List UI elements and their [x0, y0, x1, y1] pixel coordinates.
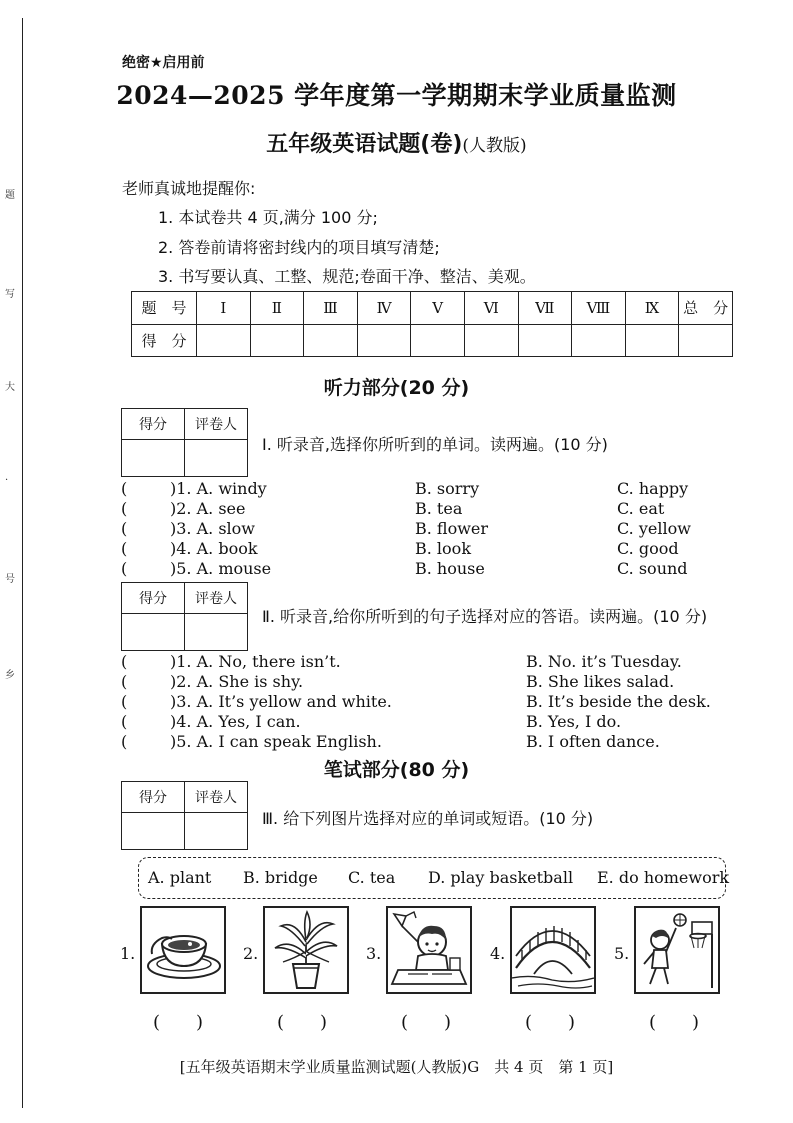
grader-score-label: 得分 — [122, 782, 185, 813]
seal-mark: 大 — [5, 382, 15, 393]
notice-item: 1. 本试卷共 4 页,满分 100 分; — [158, 208, 378, 227]
grader-name-label: 评卷人 — [185, 583, 248, 614]
question-option-b: B. It’s beside the desk. — [526, 692, 711, 711]
part1-title: Ⅰ. 听录音,选择你所听到的单词。读两遍。(10 分) — [262, 435, 608, 454]
seal-mark: 题 — [5, 190, 15, 201]
score-table — [131, 291, 733, 357]
question-option-a: )4. A. book — [170, 539, 258, 558]
question-option-a: )5. A. I can speak English. — [170, 732, 382, 751]
grader-score-cell[interactable] — [122, 813, 185, 850]
question-option-a: )2. A. She is shy. — [170, 672, 304, 691]
word-option: E. do homework — [597, 868, 730, 887]
picture-answer-paren[interactable]: ( ) — [649, 1012, 700, 1033]
question-option-a: )3. A. It’s yellow and white. — [170, 692, 392, 711]
grader-name-cell[interactable] — [185, 614, 248, 651]
grader-box — [121, 781, 248, 850]
writing-section-title: 笔试部分(80 分) — [323, 759, 470, 781]
answer-paren[interactable]: ( — [121, 712, 128, 731]
question-option-c: C. good — [617, 539, 679, 558]
notice-heading: 老师真诚地提醒你: — [122, 179, 256, 198]
score-table-column: Ⅸ — [625, 292, 679, 325]
question-option-b: B. She likes salad. — [526, 672, 675, 691]
answer-paren[interactable]: ( — [121, 559, 128, 578]
grader-name-cell[interactable] — [185, 440, 248, 477]
answer-paren[interactable]: ( — [121, 732, 128, 751]
part2-title: Ⅱ. 听录音,给你所听到的句子选择对应的答语。读两遍。(10 分) — [262, 607, 708, 626]
picture-frame — [263, 906, 349, 994]
seal-mark: 号 — [5, 574, 15, 585]
question-option-c: C. yellow — [617, 519, 691, 538]
word-option: C. tea — [348, 868, 396, 887]
score-table-column: Ⅵ — [464, 292, 518, 325]
grader-name-cell[interactable] — [185, 813, 248, 850]
grader-score-label: 得分 — [122, 583, 185, 614]
question-option-b: B. I often dance. — [526, 732, 660, 751]
grader-score-label: 得分 — [122, 409, 185, 440]
score-cell[interactable] — [679, 324, 733, 357]
word-option: D. play basketball — [428, 868, 574, 887]
picture-answer-paren[interactable]: ( ) — [153, 1012, 204, 1033]
question-option-b: B. No. it’s Tuesday. — [526, 652, 682, 671]
question-option-b: B. tea — [415, 499, 463, 518]
picture-number: 1. — [120, 944, 136, 963]
answer-paren[interactable]: ( — [121, 672, 128, 691]
grader-name-label: 评卷人 — [185, 409, 248, 440]
score-cell[interactable] — [250, 324, 304, 357]
score-cell[interactable] — [197, 324, 251, 357]
seal-mark: · — [5, 475, 9, 486]
score-cell[interactable] — [357, 324, 411, 357]
question-option-a: )2. A. see — [170, 499, 246, 518]
score-cell[interactable] — [411, 324, 465, 357]
grader-score-cell[interactable] — [122, 440, 185, 477]
picture-frame — [634, 906, 720, 994]
picture-answer-paren[interactable]: ( ) — [401, 1012, 452, 1033]
grader-score-cell[interactable] — [122, 614, 185, 651]
picture-answer-paren[interactable]: ( ) — [525, 1012, 576, 1033]
question-option-a: )4. A. Yes, I can. — [170, 712, 301, 731]
word-option: B. bridge — [243, 868, 318, 887]
seal-mark: 写 — [5, 289, 15, 300]
score-cell[interactable] — [572, 324, 626, 357]
question-option-c: C. sound — [617, 559, 688, 578]
score-table-header-label: 题 号 — [132, 292, 197, 325]
answer-paren[interactable]: ( — [121, 479, 128, 498]
subtitle-edition: (人教版) — [462, 136, 527, 156]
question-option-b: B. look — [415, 539, 472, 558]
exam-title: 2024—2025 学年度第一学期期末学业质量监测 — [116, 81, 677, 110]
grader-name-label: 评卷人 — [185, 782, 248, 813]
answer-paren[interactable]: ( — [121, 519, 128, 538]
bridge-icon — [512, 908, 594, 992]
question-option-a: )5. A. mouse — [170, 559, 272, 578]
answer-paren[interactable]: ( — [121, 652, 128, 671]
score-table-column: Ⅷ — [572, 292, 626, 325]
score-cell[interactable] — [304, 324, 358, 357]
question-option-b: B. flower — [415, 519, 489, 538]
score-table-column: Ⅴ — [411, 292, 465, 325]
picture-number: 3. — [366, 944, 382, 963]
score-table-column: Ⅱ — [250, 292, 304, 325]
score-table-total-column: 总 分 — [679, 292, 733, 325]
notice-item: 3. 书写要认真、工整、规范;卷面干净、整洁、美观。 — [158, 267, 536, 286]
binding-line — [22, 18, 23, 1108]
boy-doing-homework-icon — [388, 908, 470, 992]
answer-paren[interactable]: ( — [121, 692, 128, 711]
score-table-column: Ⅲ — [304, 292, 358, 325]
question-option-a: )1. A. windy — [170, 479, 267, 498]
question-option-a: )3. A. slow — [170, 519, 255, 538]
score-cell[interactable] — [625, 324, 679, 357]
picture-frame — [510, 906, 596, 994]
confidential-label: 绝密★启用前 — [122, 55, 205, 71]
exam-subtitle — [0, 127, 793, 158]
score-table-column: Ⅳ — [357, 292, 411, 325]
subtitle-main: 五年级英语试题(卷) — [266, 132, 463, 157]
question-option-c: C. happy — [617, 479, 689, 498]
grader-box — [121, 582, 248, 651]
listening-section-title: 听力部分(20 分) — [323, 377, 470, 399]
seal-mark: 乡 — [5, 670, 15, 681]
picture-frame — [386, 906, 472, 994]
question-option-b: B. house — [415, 559, 485, 578]
answer-paren[interactable]: ( — [121, 499, 128, 518]
picture-answer-paren[interactable]: ( ) — [277, 1012, 328, 1033]
question-option-b: B. sorry — [415, 479, 480, 498]
tea-cup-icon — [142, 908, 224, 992]
answer-paren[interactable]: ( — [121, 539, 128, 558]
page-footer: [五年级英语期末学业质量监测试题(人教版)G 共 4 页 第 1 页] — [179, 1058, 614, 1076]
boy-playing-basketball-icon — [636, 908, 718, 992]
score-table-score-label: 得 分 — [132, 324, 197, 357]
grader-box — [121, 408, 248, 477]
question-option-c: C. eat — [617, 499, 665, 518]
notice-item: 2. 答卷前请将密封线内的项目填写清楚; — [158, 238, 440, 257]
score-table-column: Ⅶ — [518, 292, 572, 325]
picture-number: 4. — [490, 944, 506, 963]
picture-number: 2. — [243, 944, 259, 963]
part3-title: Ⅲ. 给下列图片选择对应的单词或短语。(10 分) — [262, 809, 594, 828]
score-cell[interactable] — [464, 324, 518, 357]
picture-number: 5. — [614, 944, 630, 963]
potted-plant-icon — [265, 908, 347, 992]
question-option-a: )1. A. No, there isn’t. — [170, 652, 341, 671]
picture-frame — [140, 906, 226, 994]
score-table-column: Ⅰ — [197, 292, 251, 325]
word-option: A. plant — [148, 868, 212, 887]
score-cell[interactable] — [518, 324, 572, 357]
question-option-b: B. Yes, I do. — [526, 712, 622, 731]
